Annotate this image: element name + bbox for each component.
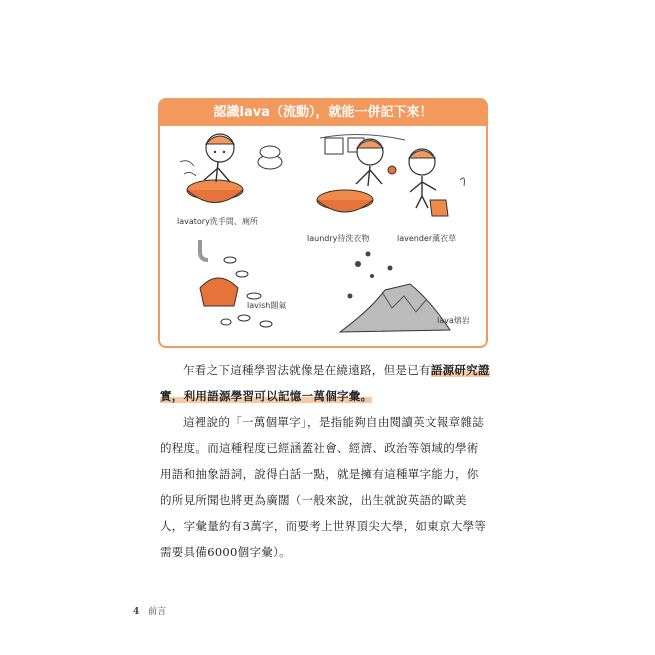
caption-lava: lava熔岩 <box>437 316 470 325</box>
paragraph-1-highlight: 語源研究證實，利用語源學習可以記憶一萬個字彙。 <box>160 363 490 403</box>
paragraph-1 <box>160 357 490 409</box>
page-footer <box>133 604 166 617</box>
box-title: 認識lava（流動），就能一併記下來！ <box>160 100 486 126</box>
lavender-illustration <box>409 149 465 216</box>
caption-lavish: lavish闊氣 <box>247 301 287 310</box>
paragraph-2: 這裡說的「一萬個單字」，是指能夠自由閱讀英文報章雜誌的程度。而這種程度已經涵蓋社會、經濟、政治等領域的學術用語和抽象語詞，說得白話一點，就是擁有這種單字能力，你的所見所聞也將更為廣闊（一般來說，出生就說英語的歐美人，字彙量約有3萬字，而要考上世界頂尖大學，如東京大學等需要具備6000個字彙）。 <box>160 415 487 559</box>
illustration-box <box>158 98 488 348</box>
caption-lavatory: lavatory洗手間、廁所 <box>177 217 258 226</box>
page-number: 4 <box>133 607 140 617</box>
laundry-illustration <box>317 134 405 212</box>
lavatory-illustration <box>180 134 282 203</box>
caption-laundry: laundry待洗衣物 <box>307 234 370 243</box>
lava-illustration <box>340 252 450 333</box>
paragraph-1-text: 乍看之下這種學習法就像是在繞遠路，但是已有 <box>183 363 431 377</box>
lavish-illustration <box>200 240 272 327</box>
section-name: 前言 <box>148 607 167 617</box>
caption-lavender: lavender薰衣草 <box>397 234 457 243</box>
